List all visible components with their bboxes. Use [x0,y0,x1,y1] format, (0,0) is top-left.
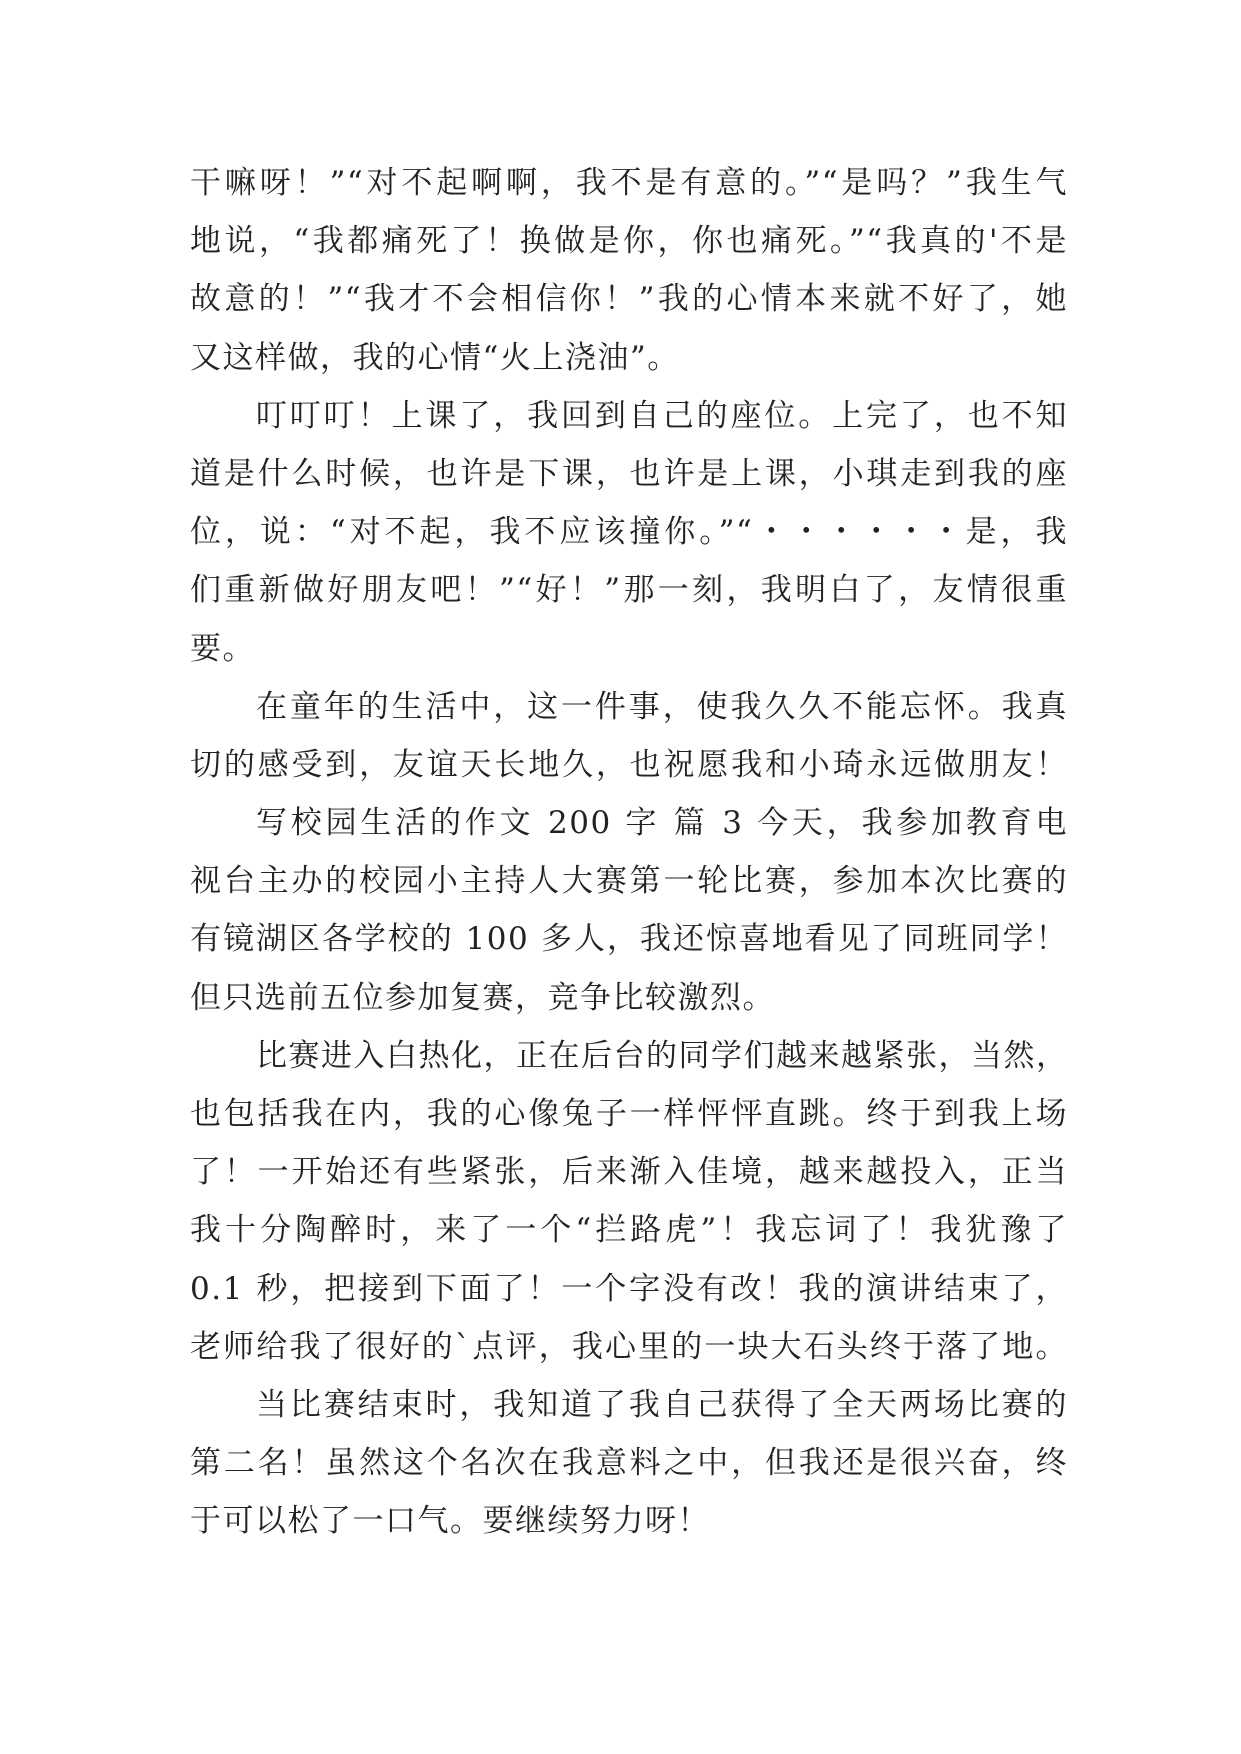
text-line: 第二名！虽然这个名次在我意料之中，但我还是很兴奋，终 [190,1445,1068,1482]
text-line: 要。 [190,630,255,667]
text-line: 当比赛结束时，我知道了我自己获得了全天两场比赛的 [256,1386,1068,1423]
text-line: 道是什么时候，也许是下课，也许是上课，小琪走到我的座 [190,455,1068,492]
text-line: 于可以松了一口气。要继续努力呀！ [190,1503,710,1540]
text-line: 也包括我在内，我的心像兔子一样怦怦直跳。终于到我上场 [190,1096,1068,1132]
text-line: 比赛进入白热化，正在后台的同学们越来越紧张，当然， [256,1037,1069,1074]
text-line: 切的感受到，友谊天长地久，也祝愿我和小琦永远做朋友！ [190,746,1068,783]
section-heading-line: 写校园生活的作文 200 字 篇 3 今天，我参加教育电 [256,805,1068,842]
text-line: 但只选前五位参加复赛，竞争比较激烈。 [190,979,775,1016]
text-line: 有镜湖区各学校的 100 多人，我还惊喜地看见了同班同学！ [190,921,1068,958]
text-line: 故意的！”“我才不会相信你！”我的心情本来就不好了，她 [190,281,1068,318]
essay-text [190,154,1068,1551]
text-line: 我十分陶醉时，来了一个“拦路虎”！我忘词了！我犹豫了 [190,1212,1068,1249]
text-line: 位，说：“对不起，我不应该撞你。”“・・・・・・是，我 [190,514,1068,551]
text-line: 在童年的生活中，这一件事，使我久久不能忘怀。我真 [256,688,1068,725]
text-line: 视台主办的校园小主持人大赛第一轮比赛，参加本次比赛的 [190,863,1068,900]
text-line: 0.1 秒，把接到下面了！一个字没有改！我的演讲结束了， [190,1270,1068,1307]
text-line: 了！一开始还有些紧张，后来渐入佳境，越来越投入，正当 [190,1154,1068,1191]
text-line: 又这样做，我的心情“火上浇油”。 [190,339,680,376]
text-line: 们重新做好朋友吧！”“好！”那一刻，我明白了，友情很重 [190,572,1068,609]
text-line: 地说，“我都痛死了！换做是你，你也痛死。”“我真的'不是 [190,223,1068,260]
text-line: 老师给我了很好的`点评，我心里的一块大石头终于落了地。 [190,1328,1068,1365]
text-line: 干嘛呀！”“对不起啊啊，我不是有意的。”“是吗？”我生气 [190,165,1068,201]
text-line: 叮叮叮！上课了，我回到自己的座位。上完了，也不知 [256,397,1068,434]
